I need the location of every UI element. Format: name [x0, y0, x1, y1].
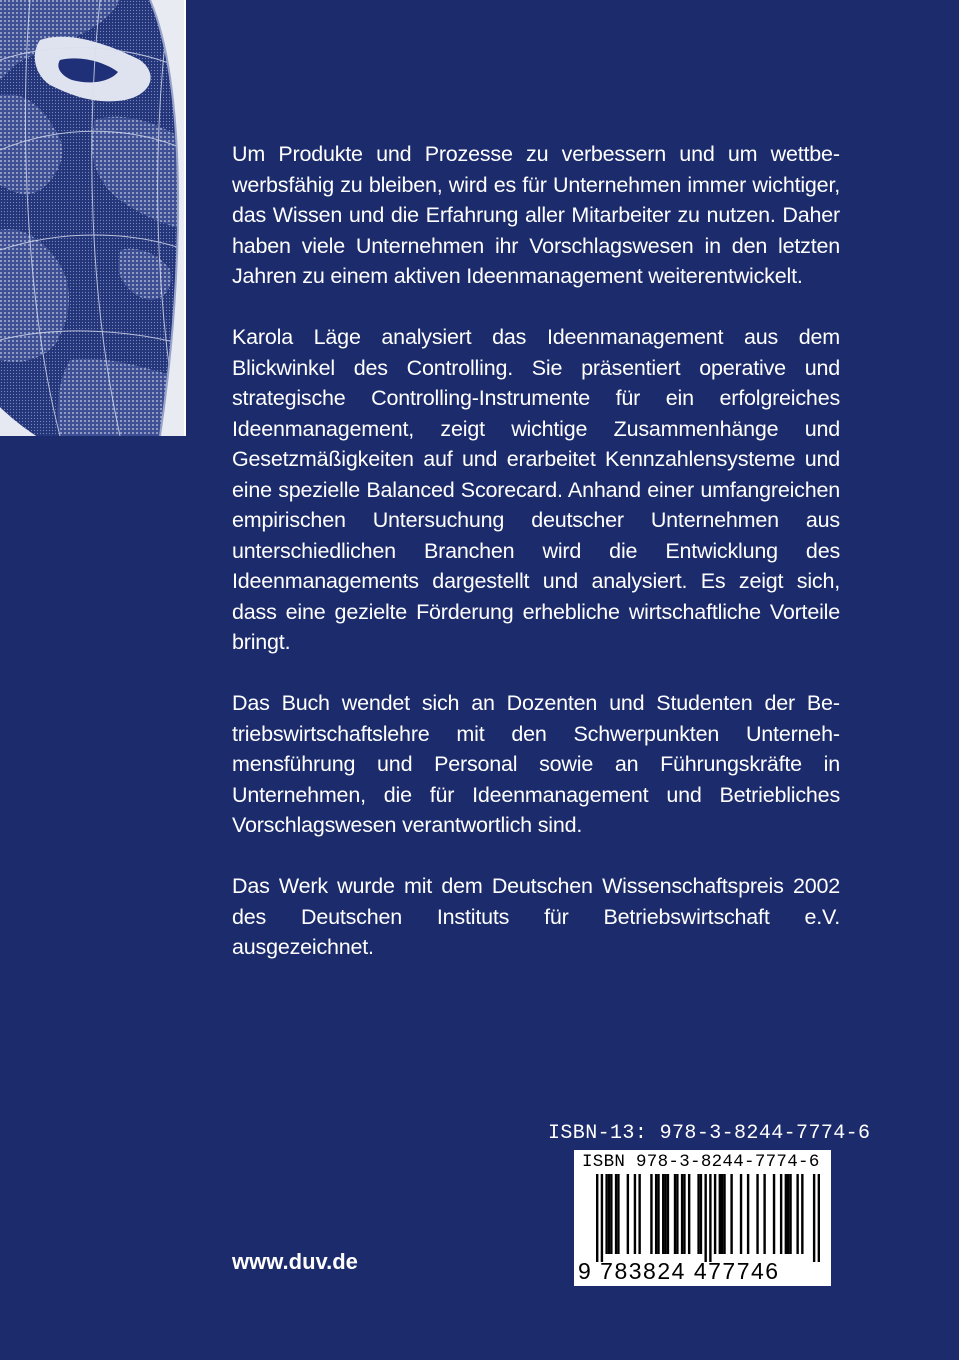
- barcode-bar: [655, 1174, 657, 1254]
- barcode-bar: [608, 1174, 610, 1254]
- barcode-bar: [796, 1174, 798, 1254]
- barcode-bar: [610, 1174, 612, 1254]
- barcode-bars: [596, 1174, 820, 1262]
- barcode-bar: [756, 1174, 758, 1254]
- barcode-bar: [617, 1174, 619, 1254]
- barcode-bar: [789, 1174, 791, 1254]
- publisher-website: www.duv.de: [232, 1249, 358, 1274]
- barcode-bar: [700, 1174, 702, 1254]
- barcode-bar: [676, 1174, 678, 1254]
- barcode-bar: [674, 1174, 676, 1254]
- barcode-bar: [721, 1174, 723, 1254]
- barcode-bar: [714, 1174, 716, 1254]
- barcode-bar: [773, 1174, 775, 1254]
- barcode-bar: [704, 1174, 706, 1262]
- barcode-bar: [763, 1174, 765, 1254]
- barcode-bar: [601, 1174, 603, 1262]
- barcode-bar: [813, 1174, 815, 1262]
- isbn-label: ISBN-13: 978-3-8244-7774-6: [548, 1122, 871, 1145]
- barcode-bar: [627, 1174, 629, 1254]
- globe-image: [0, 0, 186, 436]
- barcode-bar: [667, 1174, 669, 1254]
- barcode-bar: [662, 1174, 664, 1254]
- paragraph-intro: Um Produkte und Prozesse zu verbessern und um wettbewerbsfähig zu bleiben, wird es für Unternehmen immer wichtiger, das Wissen und die Erfahrung aller Mitarbeiter zu nutzen. Daher haben viele Unternehmen ihr Vorschlagswesen in den letzten Jahren zu einem aktiven Ideenmanagement weiterentwickelt.: [232, 142, 840, 288]
- barcode-bar: [664, 1174, 666, 1254]
- barcode-bar: [787, 1174, 789, 1254]
- barcode-bar: [785, 1174, 787, 1254]
- barcode-bar: [709, 1174, 711, 1262]
- barcode-bar: [730, 1174, 732, 1254]
- barcode-bar: [638, 1174, 640, 1254]
- barcode-bar: [634, 1174, 636, 1254]
- barcode-digits: 9 783824 477746: [578, 1258, 780, 1284]
- barcode-bar: [740, 1174, 742, 1254]
- barcode: [574, 1150, 831, 1286]
- barcode-bar: [801, 1174, 803, 1254]
- barcode-isbn-header: ISBN 978-3-8244-7774-6: [582, 1152, 820, 1172]
- barcode-bar: [683, 1174, 685, 1254]
- barcode-bar: [719, 1174, 721, 1254]
- barcode-bar: [780, 1174, 782, 1254]
- barcode-bar: [747, 1174, 749, 1254]
- paragraph-audience: Das Buch wendet sich an Dozenten und Studenten der Betriebswirtschaftslehre mit den Schwerpunkten Unternehmensführung und Personal sowie an Führungskräfte in Unternehmen, die für Ideenmanagement und Betriebliches Vorschlagswesen verantwortlich sind.: [232, 691, 840, 837]
- barcode-bar: [818, 1174, 820, 1262]
- blurb-text: [232, 139, 840, 993]
- barcode-bar: [615, 1174, 617, 1254]
- barcode-bar: [688, 1174, 690, 1254]
- paragraph-author: Karola Läge analysiert das Ideenmanagement aus dem Blickwinkel des Controlling. Sie präsentiert operative und strategische Controlling-Instrumente für ein erfolgreiches Ideenmanagement, zeigt wichtige Zusammenhänge und Gesetzmäßigkeiten auf und erarbeitet Kennzahlensysteme und eine spezielle Balanced Scorecard. Anhand einer umfangreichen empirischen Untersuchung deutscher Unternehmen aus unterschiedlichen Branchen wird die Entwicklung des Ideenmanagements dargestellt und analysiert. Es zeigt sich, dass eine gezielte Förderung erhebliche wirtschaftliche Vorteile bringt.: [232, 325, 840, 654]
- paragraph-award: Das Werk wurde mit dem Deutschen Wissenschaftspreis 2002 des Deutschen Instituts für Betriebswirtschaft e.V. ausgezeichnet.: [232, 874, 840, 959]
- globe-illustration: [0, 0, 186, 436]
- barcode-bar: [697, 1174, 699, 1254]
- barcode-bar: [723, 1174, 725, 1254]
- barcode-bar: [605, 1174, 607, 1254]
- barcode-bar: [650, 1174, 652, 1254]
- barcode-bar: [657, 1174, 659, 1254]
- barcode-bar: [681, 1174, 683, 1254]
- barcode-bar: [596, 1174, 598, 1262]
